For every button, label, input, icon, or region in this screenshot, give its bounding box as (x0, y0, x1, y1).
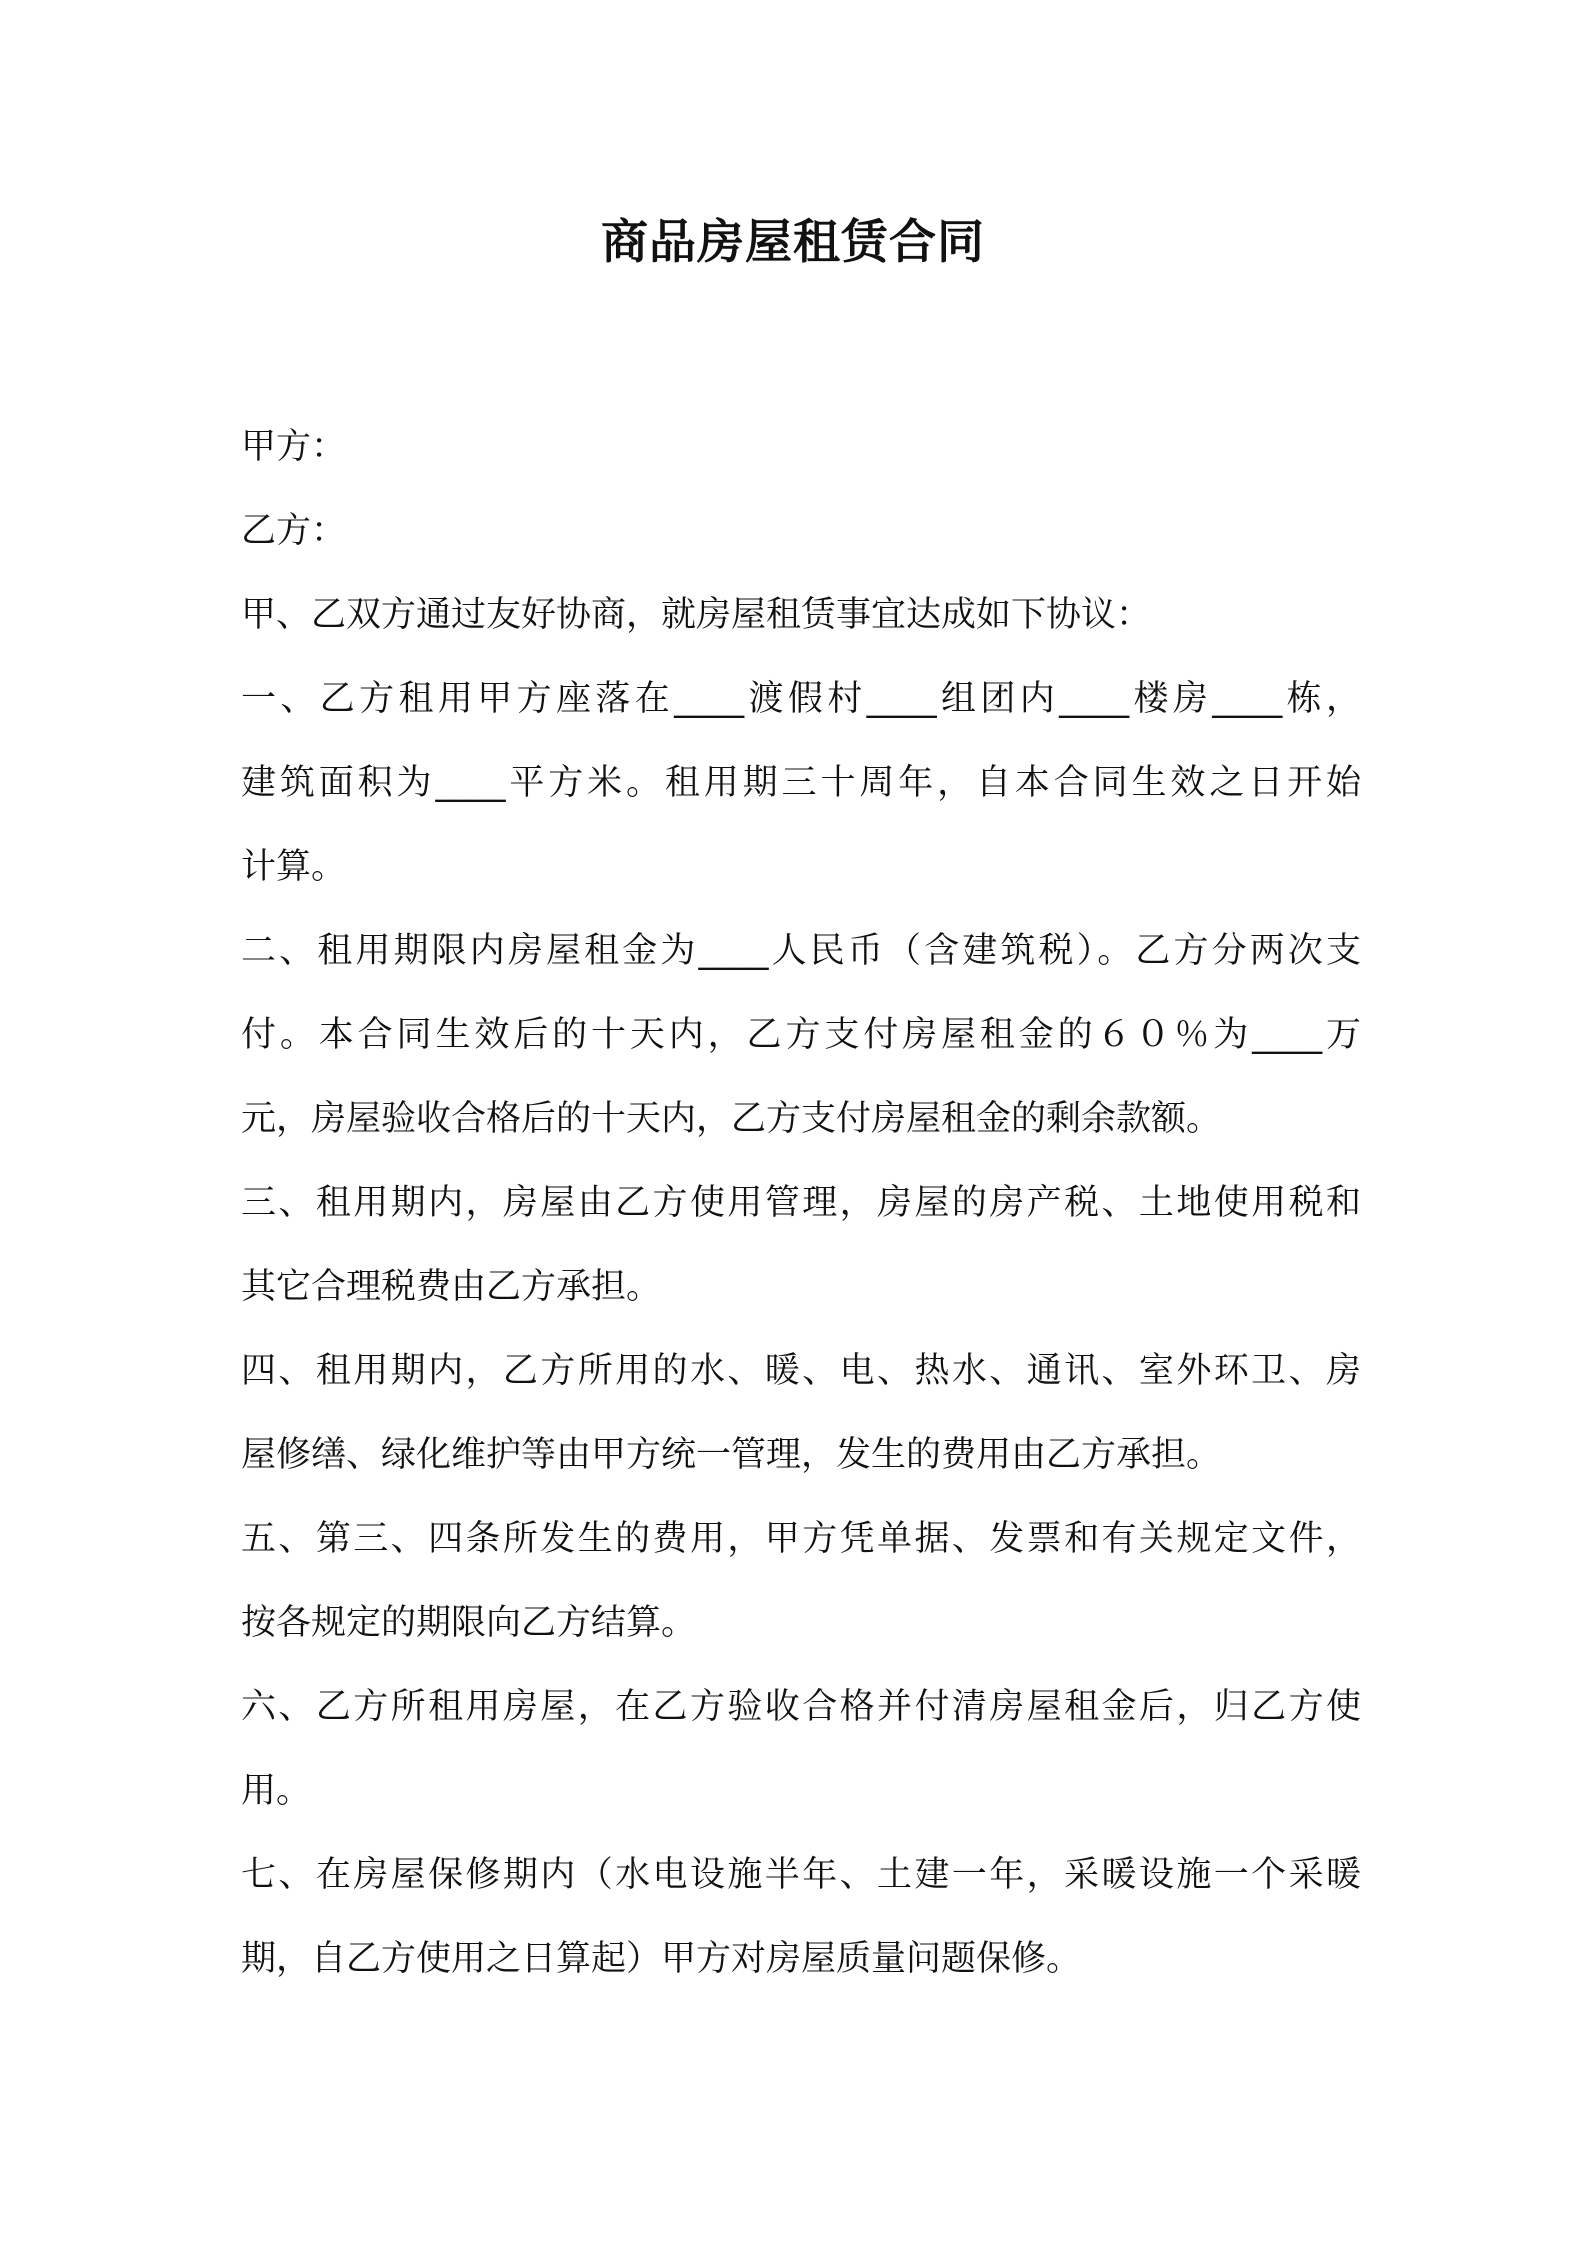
clause-5-line-1: 五、第三、四条所发生的费用，甲方凭单据、发票和有关规定文件， (241, 1519, 1361, 1559)
agreement-intro: 甲、乙双方通过友好协商，就房屋租赁事宜达成如下协议： (241, 595, 1152, 635)
clause-4-line-2: 屋修缮、绿化维护等由甲方统一管理，发生的费用由乙方承担。 (241, 1435, 1222, 1475)
clause-7-line-1: 七、在房屋保修期内（水电设施半年、土建一年，采暖设施一个采暖 (241, 1855, 1361, 1895)
clause-7-line-2: 期，自乙方使用之日算起）甲方对房屋质量问题保修。 (241, 1939, 1082, 1979)
clause-6-line-1: 六、乙方所租用房屋，在乙方验收合格并付清房屋租金后，归乙方使 (241, 1687, 1361, 1727)
clause-5-line-2: 按各规定的期限向乙方结算。 (241, 1603, 697, 1643)
clause-4-line-1: 四、租用期内，乙方所用的水、暖、电、热水、通讯、室外环卫、房 (241, 1351, 1361, 1391)
clause-2-line-1: 二、租用期限内房屋租金为____人民币（含建筑税）。乙方分两次支 (241, 931, 1361, 971)
clause-6-line-2: 用。 (241, 1771, 312, 1811)
clause-1-line-2: 建筑面积为____平方米。租用期三十周年，自本合同生效之日开始 (241, 763, 1361, 803)
clause-3-line-1: 三、租用期内，房屋由乙方使用管理，房屋的房产税、土地使用税和 (241, 1183, 1361, 1223)
clause-2-line-3: 元，房屋验收合格后的十天内，乙方支付房屋租金的剩余款额。 (241, 1099, 1222, 1139)
clause-2-line-2: 付。本合同生效后的十天内，乙方支付房屋租金的６０％为____万 (241, 1015, 1361, 1055)
clause-1-line-3: 计算。 (241, 847, 347, 887)
clause-1-line-1: 一、乙方租用甲方座落在____渡假村____组团内____楼房____栋， (241, 679, 1361, 719)
party-b-line: 乙方： (241, 511, 347, 551)
document-title: 商品房屋租赁合同 (601, 215, 985, 270)
party-a-line: 甲方： (241, 427, 347, 467)
document-body (241, 405, 1361, 2001)
clause-3-line-2: 其它合理税费由乙方承担。 (241, 1267, 662, 1307)
